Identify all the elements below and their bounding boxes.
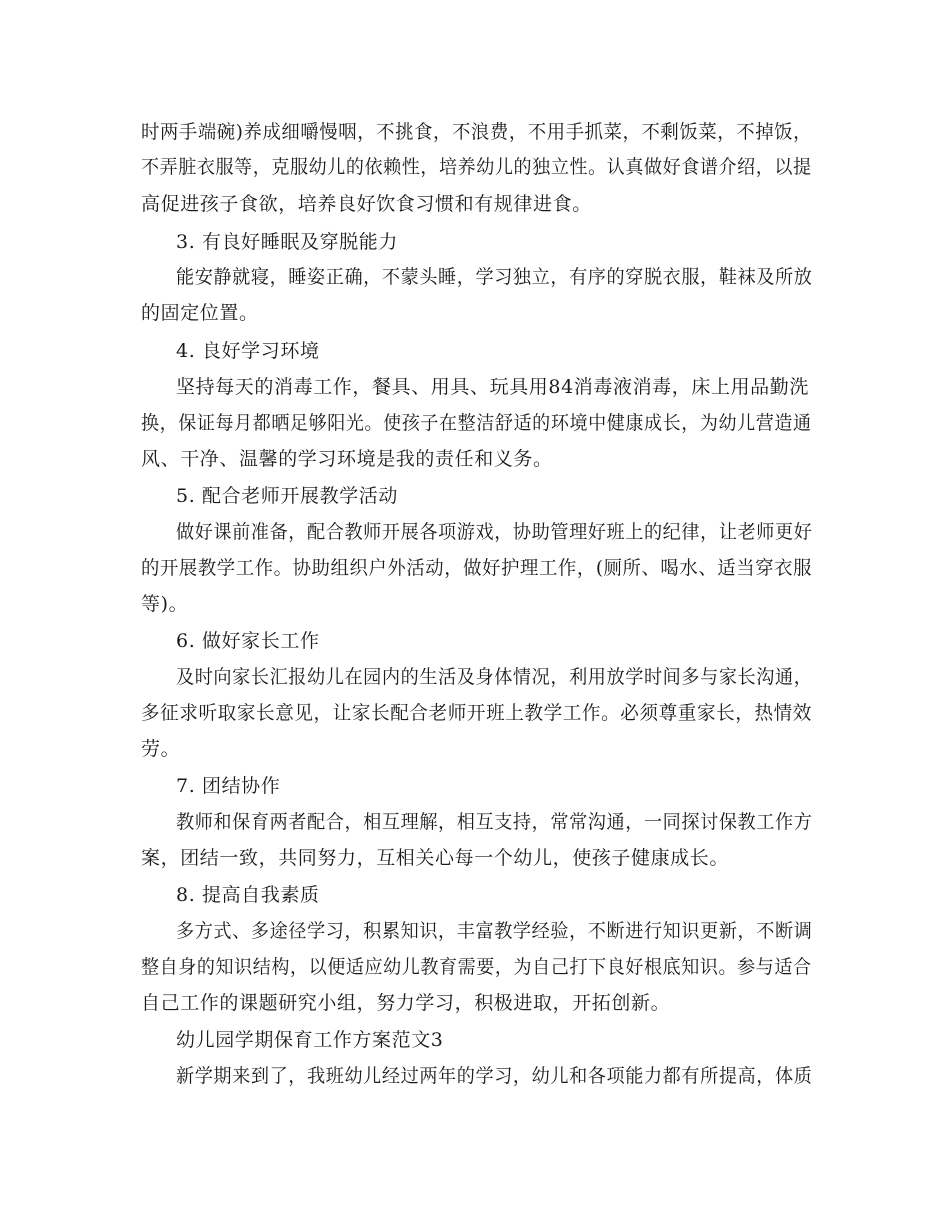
paragraph-line: 多征求听取家长意见，让家长配合老师开班上教学工作。必须尊重家长，热情效: [141, 702, 812, 724]
section-heading-4: 4. 良好学习环境: [176, 340, 320, 362]
paragraph-line: 多方式、多途径学习，积累知识，丰富教学经验，不断进行知识更新，不断调: [176, 920, 813, 942]
paragraph-line: 风、干净、温馨的学习环境是我的责任和义务。: [141, 448, 553, 470]
paragraph-line: 等)。: [141, 593, 189, 615]
paragraph-line: 能安静就寝，睡姿正确，不蒙头睡，学习独立，有序的穿脱衣服，鞋袜及所放: [176, 266, 813, 288]
paragraph-line: 及时向家长汇报幼儿在园内的生活及身体情况，利用放学时间多与家长沟通，: [176, 666, 813, 688]
paragraph-line: 教师和保育两者配合，相互理解，相互支持，常常沟通，一同探讨保教工作方: [176, 811, 813, 833]
paragraph-line: 高促进孩子食欲，培养良好饮食习惯和有规律进食。: [141, 193, 592, 215]
section-title: 幼儿园学期保育工作方案范文3: [176, 1029, 444, 1051]
paragraph-line: 时两手端碗)养成细嚼慢咽，不挑食，不浪费，不用手抓菜，不剩饭菜，不掉饭，: [141, 121, 813, 143]
paragraph-line: 自己工作的课题研究小组，努力学习，积极进取，开拓创新。: [141, 992, 671, 1014]
paragraph-line: 换，保证每月都晒足够阳光。使孩子在整洁舒适的环境中健康成长，为幼儿营造通: [141, 412, 812, 434]
paragraph-line: 劳。: [141, 738, 181, 760]
paragraph-line: 做好课前准备，配合教师开展各项游戏，协助管理好班上的纪律，让老师更好: [176, 521, 813, 543]
paragraph-line: 不弄脏衣服等，克服幼儿的依赖性，培养幼儿的独立性。认真做好食谱介绍，以提: [141, 156, 812, 178]
paragraph-line: 的固定位置。: [141, 302, 259, 324]
section-heading-3: 3. 有良好睡眠及穿脱能力: [176, 231, 398, 253]
section-heading-6: 6. 做好家长工作: [176, 630, 320, 652]
paragraph-line: 案，团结一致，共同努力，互相关心每一个幼儿，使孩子健康成长。: [141, 847, 730, 869]
section-heading-7: 7. 团结协作: [176, 775, 281, 797]
paragraph-line: 坚持每天的消毒工作，餐具、用具、玩具用84消毒液消毒，床上用品勤洗: [176, 376, 809, 398]
section-heading-5: 5. 配合老师开展教学活动: [176, 485, 398, 507]
section-heading-8: 8. 提高自我素质: [176, 884, 320, 906]
paragraph-line: 整自身的知识结构，以便适应幼儿教育需要，为自己打下良好根底知识。参与适合: [141, 956, 812, 978]
paragraph-line: 的开展教学工作。协助组织户外活动，做好护理工作，(厕所、喝水、适当穿衣服: [141, 557, 813, 579]
paragraph-line: 新学期来到了，我班幼儿经过两年的学习，幼儿和各项能力都有所提高，体质: [176, 1065, 813, 1087]
